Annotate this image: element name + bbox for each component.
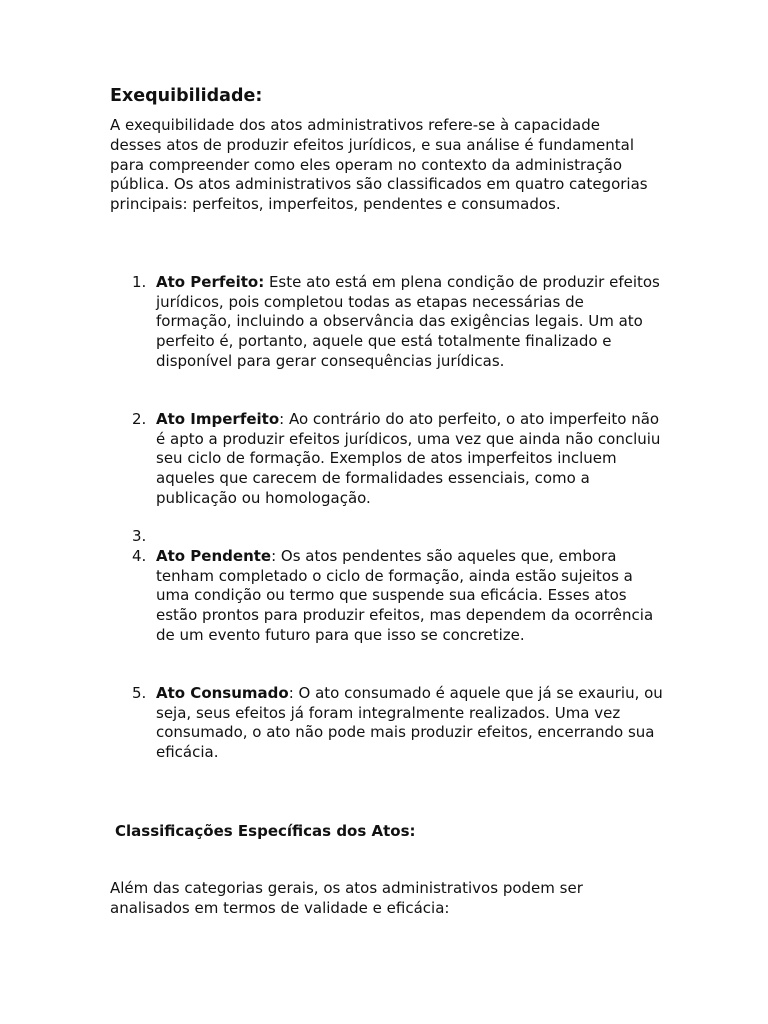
list-item-body bbox=[156, 410, 664, 509]
list-item-term: Ato Perfeito: bbox=[156, 273, 265, 291]
list-item bbox=[110, 547, 670, 646]
subsection-heading: Classificações Específicas dos Atos: bbox=[115, 822, 416, 840]
list-item-number: 4. bbox=[132, 547, 147, 565]
list-item-text: : Os atos pendentes são aqueles que, embora tenham completado o ciclo de formação, ainda estão sujeitos a uma condição ou termo que suspende sua eficácia. Esses atos estão prontos para produzir efeitos, mas dependem da ocorrência de um evento futuro para que isso se concretize. bbox=[156, 547, 654, 644]
list-item-body bbox=[156, 684, 664, 763]
list-item bbox=[110, 410, 670, 509]
list-item-term: Ato Consumado bbox=[156, 684, 289, 702]
list-item-number: 3. bbox=[132, 527, 147, 545]
list-item-term: Ato Imperfeito bbox=[156, 410, 280, 428]
list-item bbox=[110, 273, 670, 372]
closing-paragraph: Além das categorias gerais, os atos administrativos podem ser analisados em termos de validade e eficácia: bbox=[110, 879, 583, 917]
list-item bbox=[110, 684, 670, 763]
list-item-term: Ato Pendente bbox=[156, 547, 272, 565]
list-item-number: 5. bbox=[132, 684, 147, 702]
list-item-body bbox=[156, 273, 664, 372]
section-heading: Exequibilidade: bbox=[110, 86, 263, 106]
list-item-body bbox=[156, 547, 664, 646]
list-item-text: : O ato consumado é aquele que já se exauriu, ou seja, seus efeitos já foram integralmente realizados. Uma vez consumado, o ato não pode mais produzir efeitos, encerrando sua eficácia. bbox=[156, 684, 663, 762]
list-item-text: : Ao contrário do ato perfeito, o ato imperfeito não é apto a produzir efeitos jurídicos, uma vez que ainda não concluiu seu ciclo de formação. Exemplos de atos imperfeitos incluem aqueles que carecem de formalidades essenciais, como a publicação ou homologação. bbox=[156, 410, 661, 507]
list-item-text: Este ato está em plena condição de produzir efeitos jurídicos, pois completou todas as etapas necessárias de formação, incluindo a observância das exigências legais. Um ato perfeito é, portanto, aquele que está totalmente finalizado e disponível para gerar consequências jurídicas. bbox=[156, 273, 660, 370]
intro-paragraph: A exequibilidade dos atos administrativos refere-se à capacidade desses atos de produzir efeitos jurídicos, e sua análise é fundamental para compreender como eles operam no contexto da administração pública. Os atos administrativos são classificados em quatro categorias principais: perfeitos, imperfeitos, pendentes e consumados. bbox=[110, 116, 648, 214]
list-item-number: 1. bbox=[132, 273, 147, 291]
list-item-number: 2. bbox=[132, 410, 147, 428]
